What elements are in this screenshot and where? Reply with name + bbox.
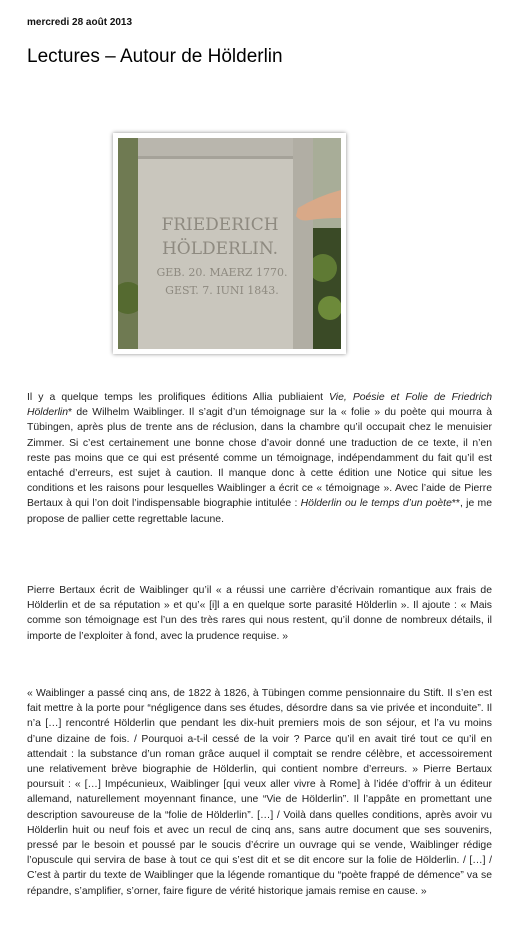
book-title-bertaux: Hölderlin ou le temps d’un poète — [300, 498, 452, 510]
inscription-line-2: HÖLDERLIN. — [161, 239, 279, 259]
inscription-line-3: GEB. 20. MAERZ 1770. — [156, 266, 288, 279]
book-title-waiblinger: Vie, Poésie et Folie de Friedrich Hölderlin — [27, 392, 492, 419]
inscription-line-4: GEST. 7. IUNI 1843. — [165, 284, 279, 297]
gravestone-image — [118, 138, 341, 349]
paragraph-intro: Il y a quelque temps les prolifiques éditions Allia publiaient Vie, Poésie et Folie de Friedrich Hölderlin* de Wilhelm Waiblinger. Il s’agit d’un témoignage sur la « folie » du poète qui mourra à Tübingen, après plus de trente ans de réclusion, dans la chambre qu’il occupait chez le menuisier Zimmer. Si c’est certainement une bonne chose d’avoir donné une traduction de ce texte, il n’en reste pas moins que ce qui est présenté comme un témoignage, indépendamment du fait qu’il est entaché d’erreurs, est sujet à caution. Il manque donc à cette édition une Notice qui situe les conditions et les raisons pour lesquelles Waiblinger a écrit ce « témoignage ». Avec l’aide de Pierre Bertaux à qui l’on doit l’indispensable biographie intitulée : Hölderlin ou le temps d’un poète**, je me propose de pallier cette regrettable lacune. — [27, 392, 492, 525]
inscription-line-1: FRIEDERICH — [161, 215, 279, 235]
paragraph-bertaux-quote: Pierre Bertaux écrit de Waiblinger qu’il « a réussi une carrière d’écrivain romantique aux frais de Hölderlin et de sa réputation » et qu’« [i]l a en quelque sorte parasité Hölderlin ». Il ajoute : « Mais comme son témoignage est l’un des très rares qui nous restent, qu’il donne de nombreux détails, il importe de l’exploiter à fond, avec la prudence requise. » — [27, 585, 492, 642]
post-title[interactable]: Lectures – Autour de Hölderlin — [27, 46, 283, 67]
paragraph-long-quote: « Waiblinger a passé cinq ans, de 1822 à 1826, à Tübingen comme pensionnaire du Stift. Il s’en est fait mettre à la porte pour “négligence dans ses études, désordre dans sa vie privée et inconduite”. Il n’a […] rencontré Hölderlin que pendant les dix-huit premiers mois de son séjour, et l’a vu moins d’une dizaine de fois. / Pourquoi a-t-il cessé de la voir ? Parce qu’il en avait tiré tout ce qu’il en attendait : la substance d’un roman grâce auquel il comptait se rendre célèbre, et accessoirement une relativement brève biographie de Hölderlin, qui contient nombre d’erreurs. » Pierre Bertaux poursuit : « […] Impécunieux, Waiblinger [qui veux aller vivre à Rome] à l’idée d’offrir à un éditeur allemand, naturellement moyennant finance, une “Vie de Hölderlin”. Il l’appâte en promettant une description savoureuse de la “folie de Hölderlin”. […] / Voilà dans quelles conditions, après avoir vu Hölderlin huit ou neuf fois et avec un recul de cinq ans, sans autre document que ses souvenirs, pressé par le besoin et poussé par le soucis d’écrire un ouvrage qui se vende, Waiblinger rédige l’opuscule qui servira de base à tout ce qui s’est dit et se dit encore sur la folie de Hölderlin. / […] / C’est à partir du texte de Waiblinger que la légende romantique du “poète frappé de démence” va se répandre, s’amplifier, s’orner, faire figure de vérité historique jamais remise en cause. » — [27, 688, 492, 897]
post-date: mercredi 28 août 2013 — [27, 17, 133, 28]
gravestone-photo[interactable] — [113, 133, 346, 354]
